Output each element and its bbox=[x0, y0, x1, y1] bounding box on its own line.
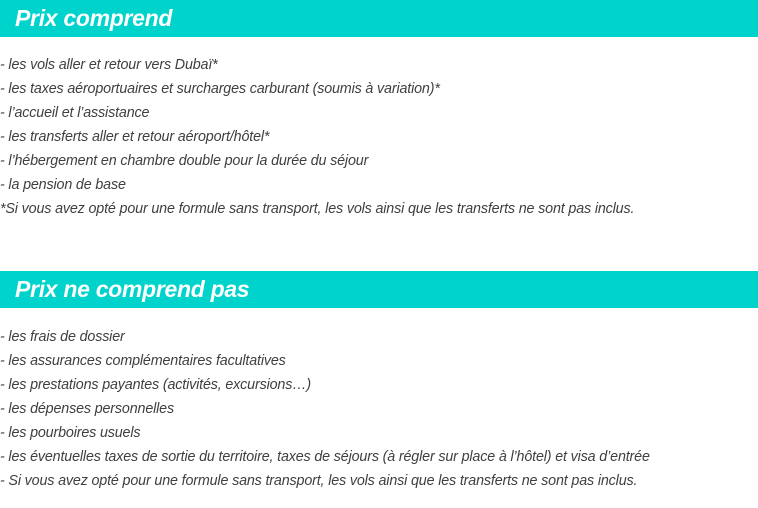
price-includes-section bbox=[0, 0, 758, 221]
list-item: - les taxes aéroportuaires et surcharges carburant (soumis à variation)* bbox=[0, 81, 440, 97]
price-excludes-section bbox=[0, 271, 758, 493]
list-item: - la pension de base bbox=[0, 177, 126, 193]
list-item: - l’hébergement en chambre double pour la durée du séjour bbox=[0, 153, 369, 169]
price-excludes-header bbox=[0, 271, 758, 308]
price-excludes-title: Prix ne comprend pas bbox=[15, 276, 250, 302]
price-includes-title: Prix comprend bbox=[15, 5, 173, 31]
list-item: - les vols aller et retour vers Dubaï* bbox=[0, 57, 218, 73]
price-excludes-list bbox=[0, 325, 758, 493]
list-item: - les transferts aller et retour aéroport/hôtel* bbox=[0, 129, 270, 145]
list-item: - les dépenses personnelles bbox=[0, 401, 174, 417]
list-item: - Si vous avez opté pour une formule sans transport, les vols ainsi que les transferts ne sont pas inclus. bbox=[0, 473, 638, 489]
footnote: *Si vous avez opté pour une formule sans transport, les vols ainsi que les transferts ne sont pas inclus. bbox=[0, 201, 635, 217]
list-item: - les assurances complémentaires facultatives bbox=[0, 353, 286, 369]
list-item: - les prestations payantes (activités, excursions…) bbox=[0, 377, 311, 393]
list-item: - les éventuelles taxes de sortie du territoire, taxes de séjours (à régler sur place à l’hôtel) et visa d’entrée bbox=[0, 449, 650, 465]
list-item: - les pourboires usuels bbox=[0, 425, 141, 441]
list-item: - l’accueil et l’assistance bbox=[0, 105, 150, 121]
price-includes-header bbox=[0, 0, 758, 37]
price-includes-list bbox=[0, 53, 758, 221]
list-item: - les frais de dossier bbox=[0, 329, 125, 345]
